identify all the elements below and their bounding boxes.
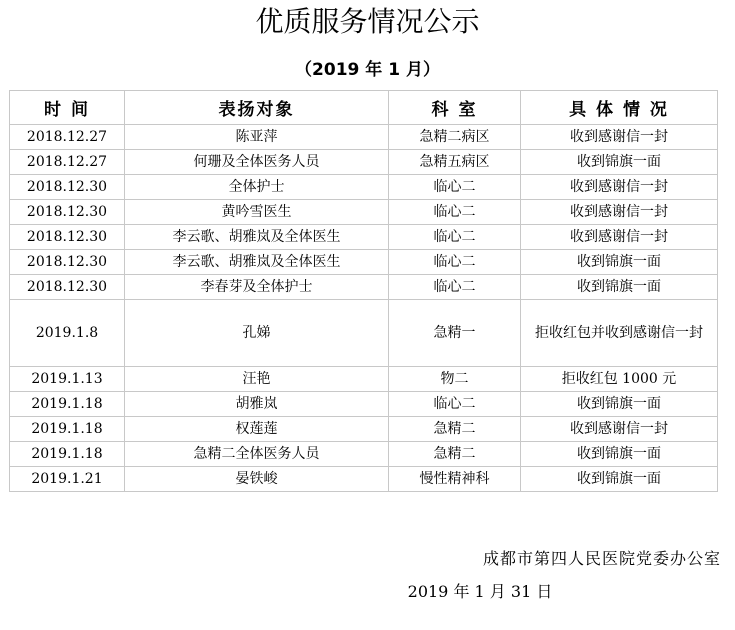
cell-date: 2019.1.18 — [10, 392, 125, 417]
cell-details: 收到感谢信一封 — [521, 125, 718, 150]
cell-details: 收到锦旗一面 — [521, 275, 718, 300]
cell-commended: 何珊及全体医务人员 — [125, 150, 389, 175]
cell-department: 物二 — [389, 367, 521, 392]
cell-department: 急精五病区 — [389, 150, 521, 175]
table-header-row — [10, 91, 718, 125]
table-row — [10, 300, 718, 367]
cell-date: 2018.12.30 — [10, 275, 125, 300]
cell-details: 收到锦旗一面 — [521, 442, 718, 467]
column-header-details: 具 体 情 况 — [521, 91, 718, 125]
cell-date: 2018.12.27 — [10, 150, 125, 175]
cell-department: 慢性精神科 — [389, 467, 521, 492]
cell-details: 收到锦旗一面 — [521, 150, 718, 175]
cell-date: 2018.12.27 — [10, 125, 125, 150]
issuing-office: 成都市第四人民医院党委办公室 — [482, 549, 721, 568]
cell-commended: 李云歌、胡雅岚及全体医生 — [125, 250, 389, 275]
cell-department: 临心二 — [389, 175, 521, 200]
cell-details: 收到感谢信一封 — [521, 417, 718, 442]
cell-details: 收到感谢信一封 — [521, 200, 718, 225]
page-subtitle: （2019 年 1 月） — [295, 60, 440, 80]
cell-date: 2018.12.30 — [10, 200, 125, 225]
cell-date: 2018.12.30 — [10, 175, 125, 200]
table-row — [10, 392, 718, 417]
issue-date: 2019 年 1 月 31 日 — [407, 582, 553, 601]
cell-department: 临心二 — [389, 275, 521, 300]
cell-date: 2018.12.30 — [10, 250, 125, 275]
cell-details: 收到锦旗一面 — [521, 250, 718, 275]
cell-details: 拒收红包 1000 元 — [521, 367, 718, 392]
column-header-commended: 表扬对象 — [125, 91, 389, 125]
cell-commended: 孔娣 — [125, 300, 389, 367]
cell-details: 收到感谢信一封 — [521, 175, 718, 200]
table-row — [10, 442, 718, 467]
cell-commended: 汪艳 — [125, 367, 389, 392]
cell-commended: 胡雅岚 — [125, 392, 389, 417]
cell-department: 临心二 — [389, 392, 521, 417]
table-row — [10, 467, 718, 492]
table-row — [10, 225, 718, 250]
cell-department: 急精一 — [389, 300, 521, 367]
cell-date: 2019.1.18 — [10, 442, 125, 467]
cell-commended: 李云歌、胡雅岚及全体医生 — [125, 225, 389, 250]
cell-department: 急精二 — [389, 442, 521, 467]
table-row — [10, 417, 718, 442]
table-row — [10, 125, 718, 150]
cell-department: 临心二 — [389, 200, 521, 225]
cell-department: 临心二 — [389, 225, 521, 250]
column-header-time: 时 间 — [10, 91, 125, 125]
commendation-table — [9, 90, 718, 492]
cell-details: 收到锦旗一面 — [521, 467, 718, 492]
table-row — [10, 200, 718, 225]
cell-date: 2018.12.30 — [10, 225, 125, 250]
cell-date: 2019.1.21 — [10, 467, 125, 492]
cell-commended: 黄吟雪医生 — [125, 200, 389, 225]
cell-department: 急精二 — [389, 417, 521, 442]
table-row — [10, 175, 718, 200]
cell-date: 2019.1.18 — [10, 417, 125, 442]
table-row — [10, 150, 718, 175]
cell-details: 收到锦旗一面 — [521, 392, 718, 417]
cell-details: 收到感谢信一封 — [521, 225, 718, 250]
table-row — [10, 367, 718, 392]
table-row — [10, 250, 718, 275]
cell-commended: 李春芽及全体护士 — [125, 275, 389, 300]
cell-commended: 晏铁峻 — [125, 467, 389, 492]
cell-department: 临心二 — [389, 250, 521, 275]
cell-date: 2019.1.8 — [10, 300, 125, 367]
cell-department: 急精二病区 — [389, 125, 521, 150]
column-header-department: 科 室 — [389, 91, 521, 125]
table-row — [10, 275, 718, 300]
cell-commended: 急精二全体医务人员 — [125, 442, 389, 467]
cell-details: 拒收红包并收到感谢信一封 — [521, 300, 718, 367]
cell-commended: 全体护士 — [125, 175, 389, 200]
cell-date: 2019.1.13 — [10, 367, 125, 392]
page-title: 优质服务情况公示 — [255, 5, 480, 38]
cell-commended: 权莲莲 — [125, 417, 389, 442]
cell-commended: 陈亚萍 — [125, 125, 389, 150]
